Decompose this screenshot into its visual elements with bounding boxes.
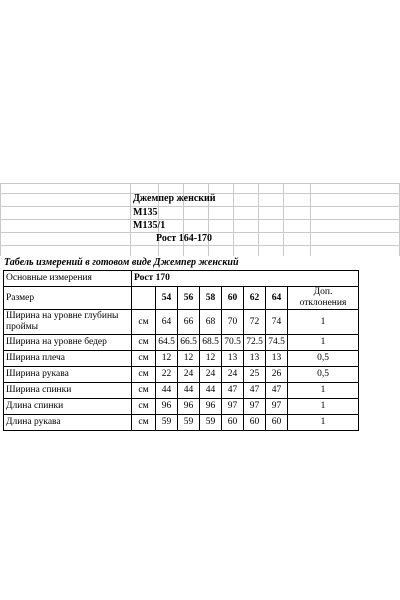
deviation-cell: 1 — [288, 310, 359, 335]
value-cell: 72 — [244, 310, 266, 335]
table-row — [4, 310, 359, 335]
size-cell: 54 — [156, 287, 178, 310]
value-cell: 47 — [222, 383, 244, 399]
value-cell: 25 — [244, 367, 266, 383]
value-cell: 74.5 — [266, 335, 288, 351]
unit-cell: см — [132, 415, 156, 431]
value-cell: 44 — [156, 383, 178, 399]
model-code-alt: М135/1 — [133, 220, 166, 231]
unit-cell: см — [132, 399, 156, 415]
value-cell: 26 — [266, 367, 288, 383]
value-cell: 59 — [178, 415, 200, 431]
value-cell: 97 — [266, 399, 288, 415]
value-cell: 66.5 — [178, 335, 200, 351]
value-cell: 47 — [266, 383, 288, 399]
measurement-name: Ширина спинки — [4, 383, 132, 399]
value-cell: 60 — [244, 415, 266, 431]
value-cell: 13 — [222, 351, 244, 367]
deviation-cell: 0,5 — [288, 351, 359, 367]
deviation-cell: 1 — [288, 383, 359, 399]
value-cell: 44 — [200, 383, 222, 399]
deviation-cell: 1 — [288, 335, 359, 351]
value-cell: 12 — [156, 351, 178, 367]
measurement-table — [3, 270, 359, 431]
unit-cell: см — [132, 335, 156, 351]
deviation-cell: 0,5 — [288, 367, 359, 383]
value-cell: 13 — [244, 351, 266, 367]
value-cell: 64 — [156, 310, 178, 335]
value-cell: 59 — [156, 415, 178, 431]
unit-header-empty — [132, 287, 156, 310]
value-cell: 59 — [200, 415, 222, 431]
size-row — [4, 287, 359, 310]
size-cell: 60 — [222, 287, 244, 310]
value-cell: 24 — [178, 367, 200, 383]
measurement-name: Длина рукава — [4, 415, 132, 431]
measurement-name: Ширина плеча — [4, 351, 132, 367]
value-cell: 72.5 — [244, 335, 266, 351]
table-row — [4, 335, 359, 351]
value-cell: 66 — [178, 310, 200, 335]
measurement-name: Длина спинки — [4, 399, 132, 415]
value-cell: 60 — [266, 415, 288, 431]
measurement-name: Ширина на уровне глубины проймы — [4, 310, 132, 335]
deviation-cell: 1 — [288, 415, 359, 431]
value-cell: 64.5 — [156, 335, 178, 351]
value-cell: 96 — [178, 399, 200, 415]
table-row — [4, 367, 359, 383]
value-cell: 68 — [200, 310, 222, 335]
basic-measurements-label: Основные измерения — [4, 271, 132, 287]
value-cell: 60 — [222, 415, 244, 431]
size-cell: 58 — [200, 287, 222, 310]
product-name: Джемпер женский — [133, 193, 216, 204]
table-row — [4, 415, 359, 431]
height-range: Рост 164-170 — [156, 233, 213, 244]
value-cell: 13 — [266, 351, 288, 367]
value-cell: 44 — [178, 383, 200, 399]
value-cell: 97 — [244, 399, 266, 415]
table-row — [4, 399, 359, 415]
size-cell: 64 — [266, 287, 288, 310]
deviation-cell: 1 — [288, 399, 359, 415]
unit-cell: см — [132, 383, 156, 399]
size-cell: 62 — [244, 287, 266, 310]
size-cell: 56 — [178, 287, 200, 310]
value-cell: 70.5 — [222, 335, 244, 351]
value-cell: 68.5 — [200, 335, 222, 351]
deviation-label: Доп. отклонения — [288, 287, 359, 310]
value-cell: 22 — [156, 367, 178, 383]
value-cell: 96 — [156, 399, 178, 415]
value-cell: 74 — [266, 310, 288, 335]
table-row — [4, 351, 359, 367]
measurement-name: Ширина на уровне бедер — [4, 335, 132, 351]
model-code: М135 — [133, 207, 158, 218]
unit-cell: см — [132, 310, 156, 335]
value-cell: 24 — [222, 367, 244, 383]
value-cell: 70 — [222, 310, 244, 335]
size-label: Размер — [4, 287, 132, 310]
value-cell: 96 — [200, 399, 222, 415]
height-label: Рост 170 — [132, 271, 359, 287]
unit-cell: см — [132, 367, 156, 383]
table-row — [4, 383, 359, 399]
measurement-name: Ширина рукава — [4, 367, 132, 383]
table-header-row — [4, 271, 359, 287]
value-cell: 24 — [200, 367, 222, 383]
value-cell: 47 — [244, 383, 266, 399]
unit-cell: см — [132, 351, 156, 367]
value-cell: 12 — [178, 351, 200, 367]
table-title: Табель измерений в готовом виде Джемпер женский — [4, 257, 239, 268]
value-cell: 97 — [222, 399, 244, 415]
value-cell: 12 — [200, 351, 222, 367]
